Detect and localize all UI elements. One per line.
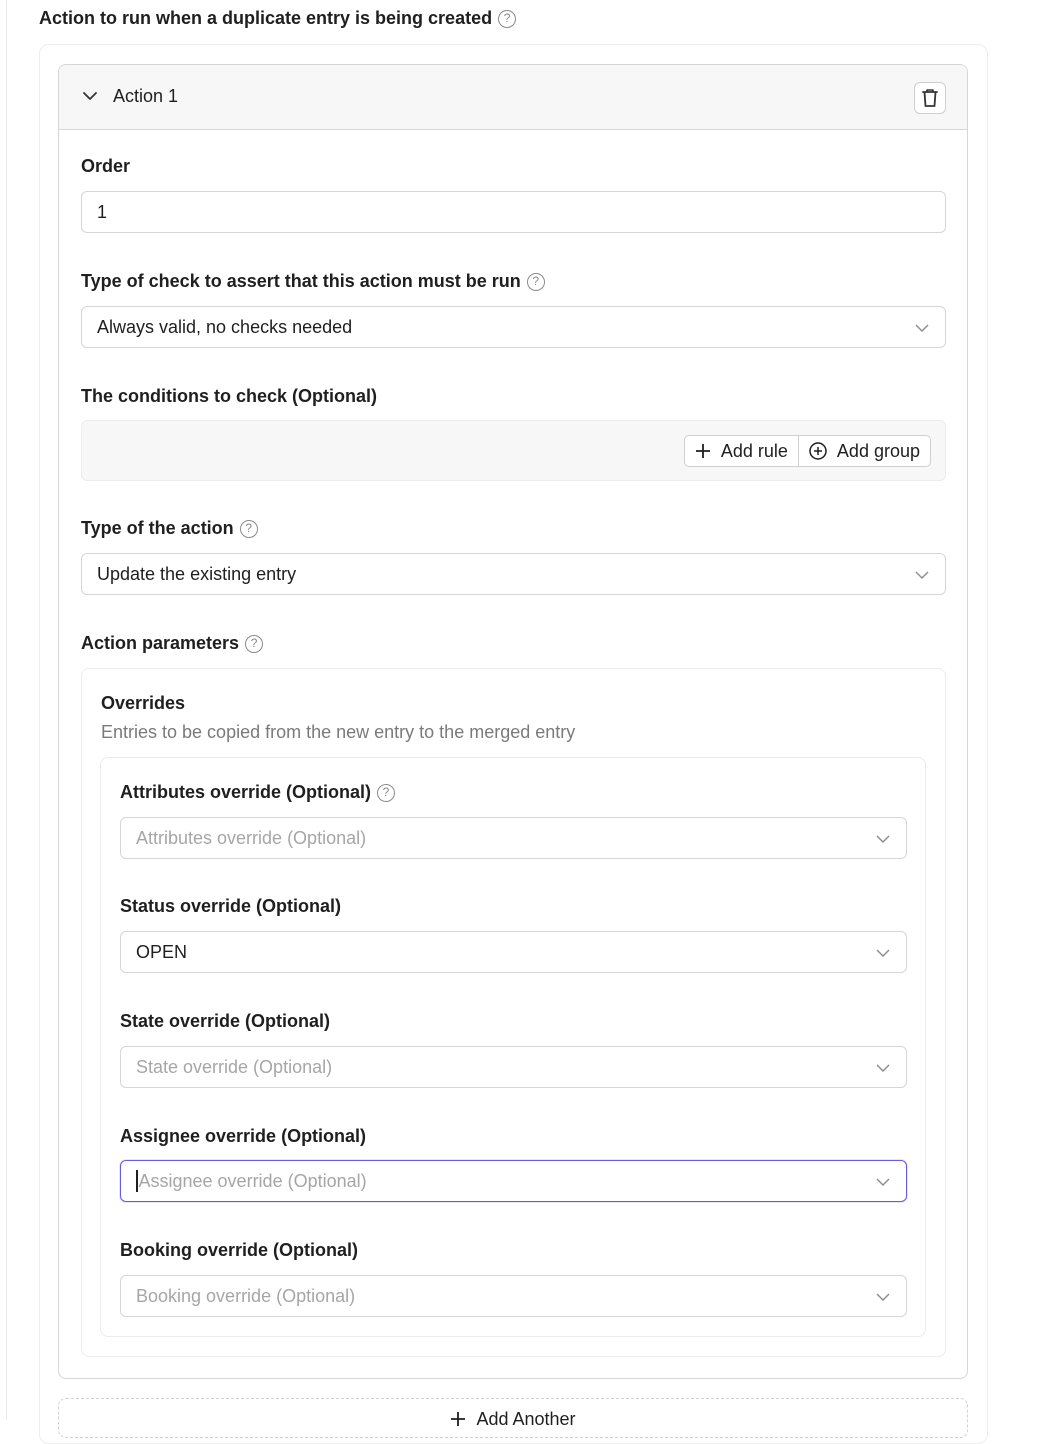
add-group-label: Add group bbox=[836, 440, 920, 461]
action-type-label-text: Type of the action bbox=[81, 518, 234, 538]
status-override-label bbox=[120, 896, 341, 917]
add-another-button[interactable] bbox=[58, 1398, 968, 1438]
order-label bbox=[81, 156, 130, 177]
booking-override-select[interactable] bbox=[120, 1275, 907, 1317]
add-another-label: Add Another bbox=[476, 1409, 576, 1429]
page-left-divider bbox=[6, 0, 7, 1420]
action-panel-title: Action 1 bbox=[113, 86, 179, 106]
assignee-override-label bbox=[120, 1126, 366, 1147]
delete-action-button[interactable] bbox=[914, 82, 946, 114]
overrides-description: Entries to be copied from the new entry to the merged entry bbox=[101, 722, 576, 742]
help-icon[interactable]: ? bbox=[377, 784, 395, 802]
attributes-override-select[interactable] bbox=[120, 817, 907, 859]
check-type-value: Always valid, no checks needed bbox=[97, 316, 353, 337]
chevron-down-icon bbox=[875, 945, 891, 961]
plus-icon bbox=[695, 443, 711, 459]
action-type-select[interactable] bbox=[81, 553, 946, 595]
booking-override-label-text: Booking override (Optional) bbox=[120, 1240, 359, 1260]
state-override-label-text: State override (Optional) bbox=[120, 1011, 331, 1031]
action-parameters-label-text: Action parameters bbox=[81, 633, 240, 653]
chevron-down-icon bbox=[914, 567, 930, 583]
rule-button-group bbox=[684, 435, 931, 467]
action-type-value: Update the existing entry bbox=[97, 563, 297, 584]
chevron-down-icon bbox=[875, 1174, 891, 1190]
plus-circle-icon bbox=[809, 442, 827, 460]
assignee-override-placeholder: Assignee override (Optional) bbox=[138, 1170, 367, 1191]
attributes-override-label-text: Attributes override (Optional) bbox=[120, 782, 372, 802]
action-panel-header[interactable] bbox=[59, 65, 967, 130]
help-icon[interactable]: ? bbox=[240, 520, 258, 538]
booking-override-label bbox=[120, 1240, 358, 1261]
check-type-label-text: Type of check to assert that this action must be run bbox=[81, 271, 521, 291]
assignee-override-label-text: Assignee override (Optional) bbox=[120, 1126, 367, 1146]
conditions-label-text: The conditions to check (Optional) bbox=[81, 386, 378, 406]
action-parameters-label bbox=[81, 633, 263, 654]
state-override-placeholder: State override (Optional) bbox=[136, 1056, 333, 1077]
conditions-builder bbox=[81, 420, 946, 481]
help-icon[interactable]: ? bbox=[245, 635, 263, 653]
attributes-override-placeholder: Attributes override (Optional) bbox=[136, 827, 367, 848]
section-title bbox=[39, 8, 516, 29]
chevron-down-icon[interactable] bbox=[81, 87, 99, 105]
order-label-text: Order bbox=[81, 156, 131, 176]
check-type-select[interactable] bbox=[81, 306, 946, 348]
check-type-label bbox=[81, 271, 545, 292]
status-override-select[interactable] bbox=[120, 931, 907, 973]
overrides-title: Overrides bbox=[101, 693, 186, 713]
order-input[interactable] bbox=[81, 191, 946, 233]
chevron-down-icon bbox=[914, 320, 930, 336]
add-group-button[interactable] bbox=[798, 436, 930, 466]
attributes-override-label bbox=[120, 782, 395, 803]
plus-icon bbox=[450, 1411, 466, 1427]
chevron-down-icon bbox=[875, 1060, 891, 1076]
add-rule-label: Add rule bbox=[720, 440, 788, 461]
order-value: 1 bbox=[97, 201, 108, 222]
state-override-label bbox=[120, 1011, 330, 1032]
chevron-down-icon bbox=[875, 1289, 891, 1305]
state-override-select[interactable] bbox=[120, 1046, 907, 1088]
chevron-down-icon bbox=[875, 831, 891, 847]
add-rule-button[interactable] bbox=[685, 436, 798, 466]
status-override-value: OPEN bbox=[136, 941, 188, 962]
action-type-label bbox=[81, 518, 258, 539]
section-title-text: Action to run when a duplicate entry is being created bbox=[39, 8, 493, 28]
booking-override-placeholder: Booking override (Optional) bbox=[136, 1285, 356, 1306]
status-override-label-text: Status override (Optional) bbox=[120, 896, 342, 916]
help-icon[interactable]: ? bbox=[498, 10, 516, 28]
text-cursor bbox=[136, 1170, 138, 1192]
trash-icon bbox=[921, 88, 939, 108]
help-icon[interactable]: ? bbox=[527, 273, 545, 291]
conditions-label bbox=[81, 386, 377, 407]
assignee-override-select[interactable] bbox=[120, 1160, 907, 1202]
